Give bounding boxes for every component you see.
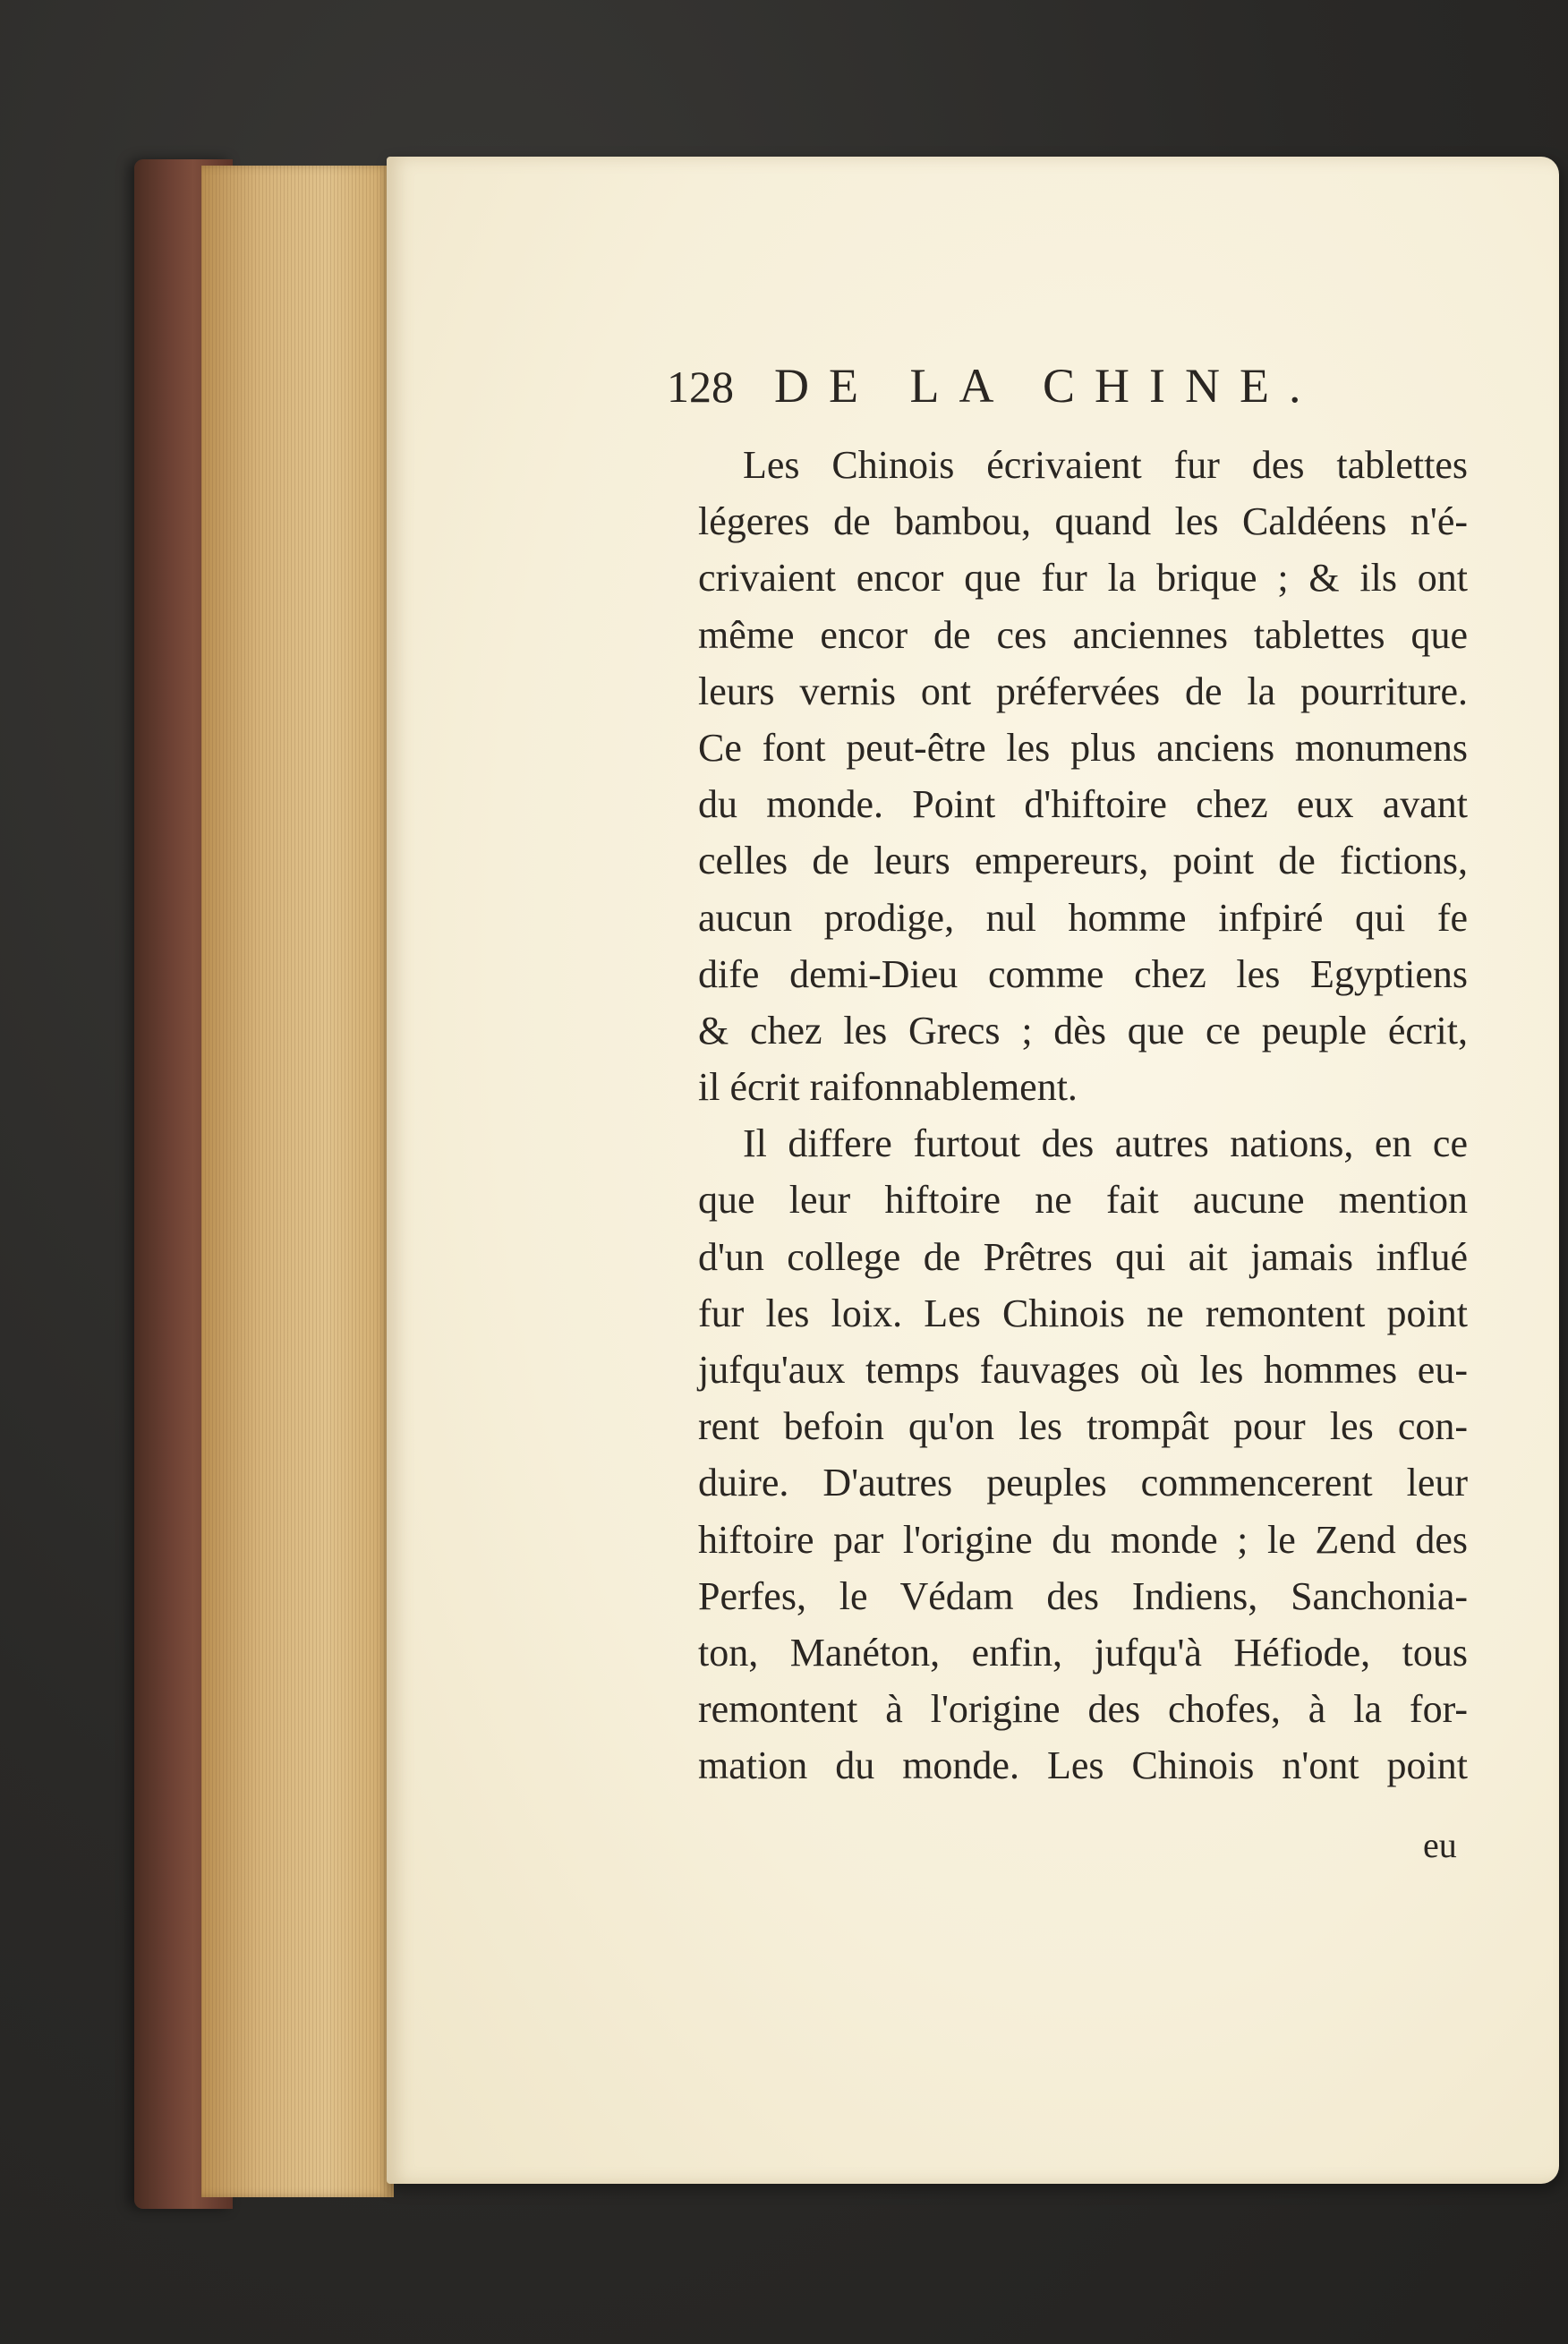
- catchword: eu: [1423, 1825, 1457, 1865]
- text-line: que leur hiftoire ne fait aucune mention: [698, 1178, 1468, 1223]
- text-line: même encor de ces anciennes tablettes que: [698, 612, 1468, 657]
- text-line: Ce font peut-être les plus anciens monumens: [698, 725, 1468, 770]
- text-line: remontent à l'origine des chofes, à la for-: [698, 1687, 1468, 1732]
- text-line: & chez les Grecs ; dès que ce peuple écrit,: [698, 1008, 1468, 1053]
- text-line: Il differe furtout des autres nations, en ce: [743, 1121, 1468, 1166]
- running-title: DE LA CHINE.: [774, 359, 1321, 413]
- text-line: crivaient encor que fur la brique ; & ils ont: [698, 556, 1468, 601]
- body-text: [698, 437, 1468, 1794]
- text-line: duire. D'autres peuples commencerent leur: [698, 1461, 1468, 1505]
- text-line: hiftoire par l'origine du monde ; le Zend des: [698, 1517, 1468, 1562]
- text-line: celles de leurs empereurs, point de fictions,: [698, 839, 1468, 883]
- text-line: rent befoin qu'on les trompât pour les con-: [698, 1404, 1468, 1449]
- text-line: d'un college de Prêtres qui ait jamais influé: [698, 1234, 1468, 1279]
- text-line: jufqu'aux temps fauvages où les hommes eu-: [698, 1348, 1468, 1392]
- text-line: ton, Manéton, enfin, jufqu'à Héfiode, tous: [698, 1630, 1468, 1675]
- text-line: mation du monde. Les Chinois n'ont point: [698, 1743, 1468, 1788]
- paragraph: [698, 1115, 1468, 1794]
- page-number: 128: [667, 362, 734, 412]
- text-line: fur les loix. Les Chinois ne remontent point: [698, 1291, 1468, 1335]
- text-line: leurs vernis ont préfervées de la pourriture.: [698, 669, 1468, 713]
- text-line: Perfes, le Védam des Indiens, Sanchonia-: [698, 1573, 1468, 1618]
- text-line: aucun prodige, nul homme infpiré qui fe: [698, 895, 1468, 940]
- page-header: [667, 358, 1365, 421]
- text-line: il écrit raifonnablement.: [698, 1065, 1078, 1110]
- text-line: Les Chinois écrivaient fur des tablettes: [743, 443, 1468, 487]
- text-line: dife demi-Dieu comme chez les Egyptiens: [698, 951, 1468, 996]
- text-line: légeres de bambou, quand les Caldéens n'é-: [698, 499, 1468, 544]
- text-line: du monde. Point d'hiftoire chez eux avant: [698, 782, 1468, 827]
- page-fore-edge: [201, 166, 394, 2197]
- paragraph: [698, 437, 1468, 1115]
